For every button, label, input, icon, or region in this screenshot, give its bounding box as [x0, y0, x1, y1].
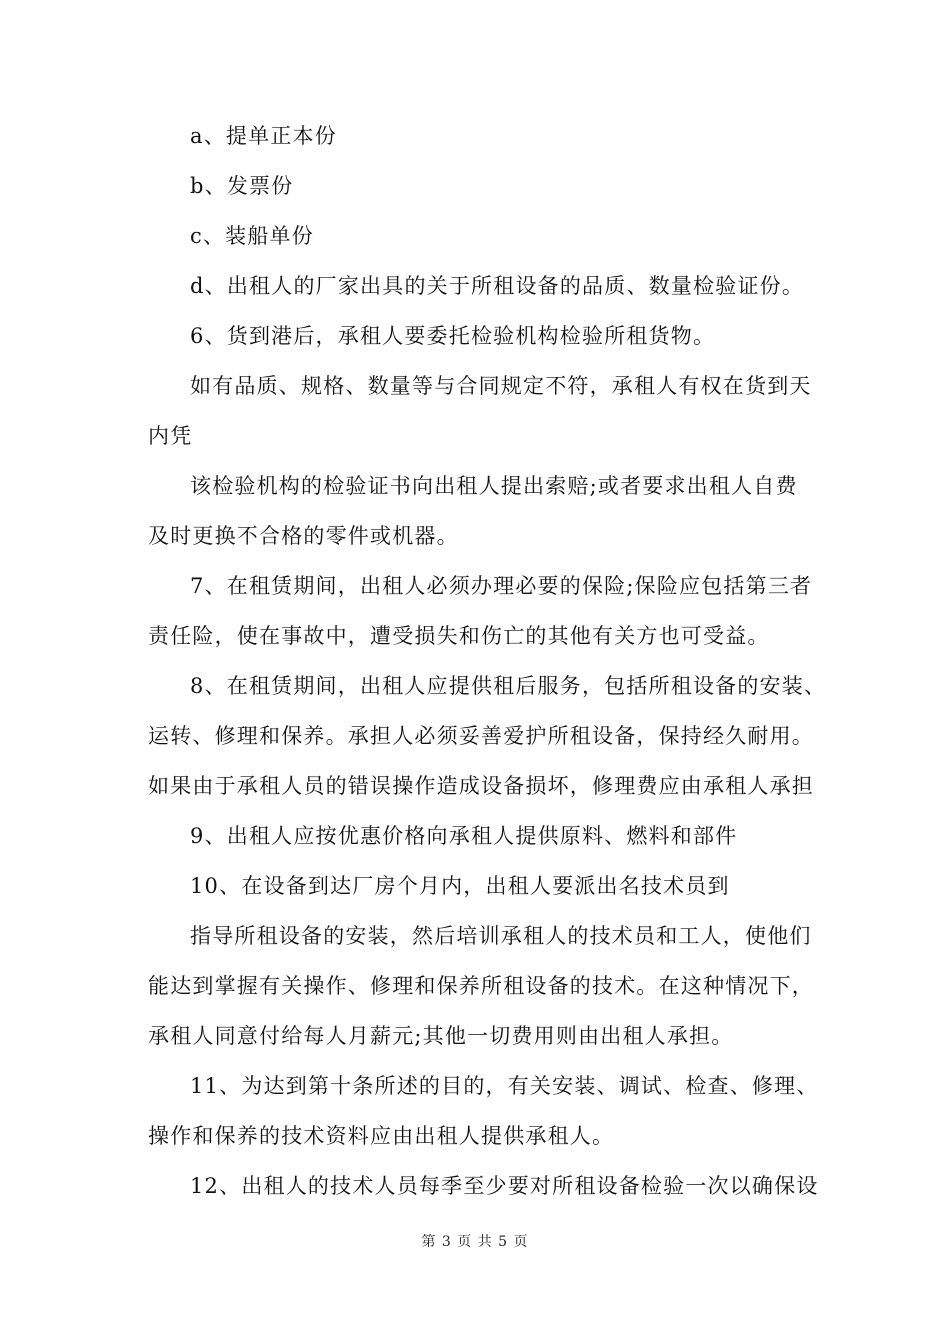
text-line: 9、出租人应按优惠价格向承租人提供原料、燃料和部件: [190, 824, 738, 848]
text-line: b、发票份: [190, 174, 294, 198]
text-line: d、出租人的厂家出具的关于所租设备的品质、数量检验证份。: [190, 274, 805, 298]
text-line: 如果由于承租人员的错误操作造成设备损坏，修理费应由承租人承担: [148, 774, 814, 798]
text-line: 7、在租赁期间，出租人必须办理必要的保险;保险应包括第三者: [190, 574, 813, 598]
text-line: 操作和保养的技术资料应由出租人提供承租人。: [148, 1124, 615, 1148]
text-line: 该检验机构的检验证书向出租人提出索赔;或者要求出租人自费: [190, 474, 798, 498]
text-line: 如有品质、规格、数量等与合同规定不符，承租人有权在货到天: [190, 374, 812, 398]
text-line: 6、货到港后，承租人要委托检验机构检验所租货物。: [190, 324, 716, 348]
text-line: a、提单正本份: [190, 124, 337, 148]
text-line: 11、为达到第十条所述的目的，有关安装、调试、检查、修理、: [190, 1074, 819, 1098]
text-line: 内凭: [148, 424, 193, 448]
text-line: 责任险，使在事故中，遭受损失和伤亡的其他有关方也可受益。: [148, 624, 770, 648]
text-line: 能达到掌握有关操作、修理和保养所租设备的技术。在这种情况下，: [148, 974, 814, 998]
text-line: 8、在租赁期间，出租人应提供租后服务，包括所租设备的安装、: [190, 674, 827, 698]
text-line: 及时更换不合格的零件或机器。: [148, 524, 459, 548]
text-line: 指导所租设备的安装，然后培训承租人的技术员和工人，使他们: [190, 924, 812, 948]
text-line: 运转、修理和保养。承担人必须妥善爱护所租设备，保持经久耐用。: [148, 724, 814, 748]
text-line: 10、在设备到达厂房个月内，出租人要派出名技术员到: [190, 874, 730, 898]
text-line: 承租人同意付给每人月薪元;其他一切费用则由出租人承担。: [148, 1024, 734, 1048]
text-line: 12、出租人的技术人员每季至少要对所租设备检验一次以确保设: [190, 1174, 819, 1198]
page-footer: 第 3 页 共 5 页: [421, 1234, 529, 1250]
text-line: c、装船单份: [190, 224, 314, 248]
